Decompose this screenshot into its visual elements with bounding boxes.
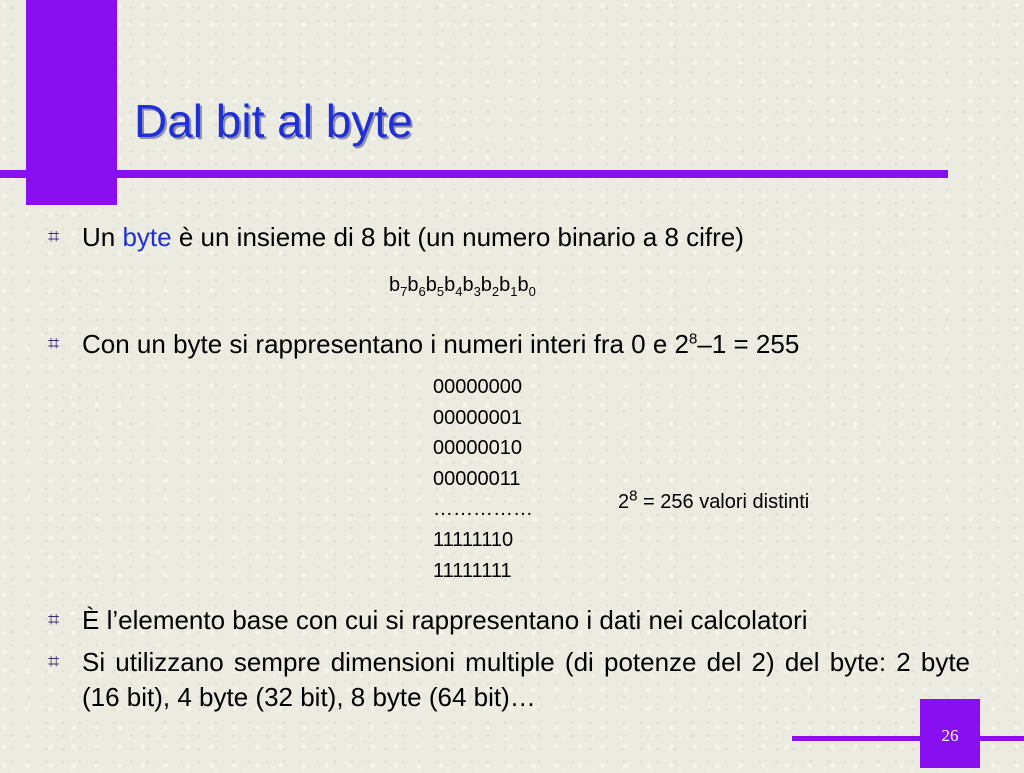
binary-value: 00000011 xyxy=(433,467,521,490)
note-rest: = 256 valori distinti xyxy=(637,491,810,513)
footer-bar xyxy=(792,736,1024,741)
page-number: 26 xyxy=(920,699,980,768)
bullet-text-prefix: Un xyxy=(82,222,123,252)
bit-symbol: $b_0$ xyxy=(517,274,536,299)
bullet-text: È l’elemento base con cui si rappresentano i dati nei calcolatori xyxy=(82,605,808,635)
title-underline-bar xyxy=(0,170,948,178)
binary-values-list xyxy=(433,372,533,586)
slide-title: Dal bit al byte xyxy=(134,95,413,147)
bullet-byte-range xyxy=(48,327,799,362)
bit-symbol: $b_6$ xyxy=(407,274,426,299)
bullet-text-suffix: –1 = 255 xyxy=(697,329,800,359)
bits-formula xyxy=(389,274,536,297)
bullet-byte-definition xyxy=(48,220,744,255)
note-exponent: 8 xyxy=(629,487,638,505)
bit-symbol: $b_2$ xyxy=(480,274,500,299)
bit-symbol: $b_7$ xyxy=(389,274,408,299)
distinct-values-note xyxy=(618,487,810,514)
bit-symbol: $b_5$ xyxy=(425,274,445,299)
binary-value: 11111111 xyxy=(433,559,512,582)
bullet-multiple-sizes xyxy=(48,645,970,715)
hash-bullet-icon: ⌗ xyxy=(48,651,60,673)
bit-symbol: $b_3$ xyxy=(462,274,481,299)
binary-value-ellipsis: …………… xyxy=(433,498,533,521)
bullet-text-prefix: Con un byte si rappresentano i numeri interi fra 0 e 2 xyxy=(82,329,690,359)
bullet-text-suffix: è un insieme di 8 bit (un numero binario a 8 cifre) xyxy=(171,222,744,252)
bullet-text xyxy=(82,327,799,362)
binary-value: 00000001 xyxy=(433,406,522,429)
bit-symbol: $b_4$ xyxy=(444,274,463,299)
hash-bullet-icon: ⌗ xyxy=(48,226,60,248)
bit-symbol: $b_1$ xyxy=(499,274,518,299)
binary-value: 11111110 xyxy=(433,528,514,551)
byte-keyword: byte xyxy=(122,222,172,252)
bullet-text: Si utilizzano sempre dimensioni multiple (di potenze del 2) del byte: 2 byte (16 bit), 4 byte (32 bit), 8 byte (64 bit)… xyxy=(82,647,970,712)
hash-bullet-icon: ⌗ xyxy=(48,609,60,631)
bullet-basic-element xyxy=(48,603,808,638)
note-base: 2 xyxy=(618,491,630,513)
binary-value: 00000010 xyxy=(433,437,522,460)
exponent: 8 xyxy=(689,330,698,348)
hash-bullet-icon: ⌗ xyxy=(48,333,60,355)
binary-value: 00000000 xyxy=(433,376,522,398)
bullet-text xyxy=(82,220,744,255)
